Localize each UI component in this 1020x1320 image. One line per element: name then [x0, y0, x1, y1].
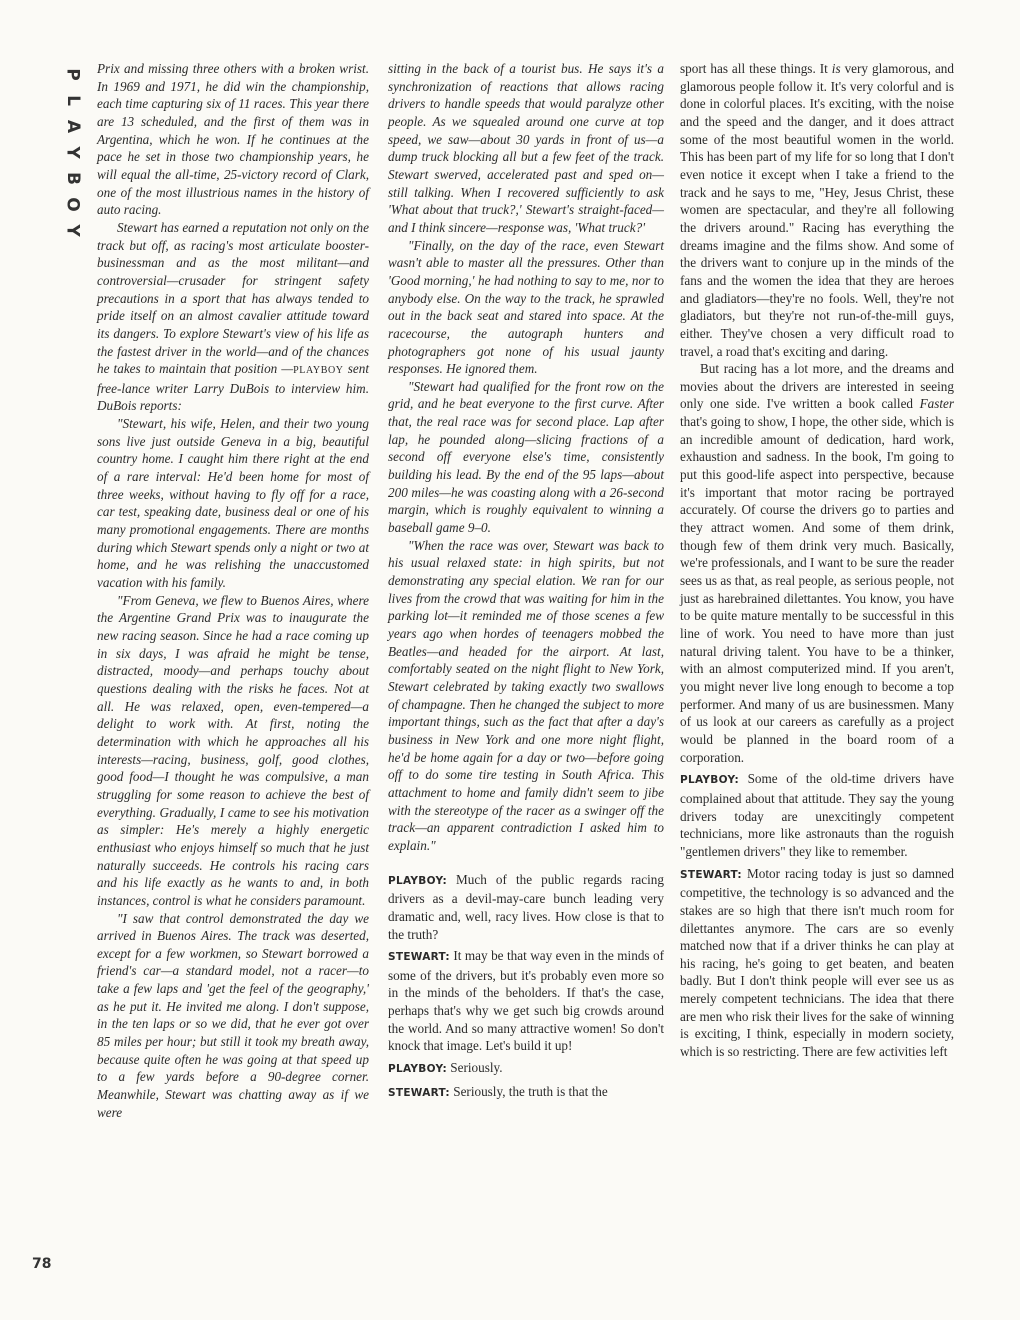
speaker-label: PLAYBOY: — [388, 1063, 447, 1076]
speaker-label: PLAYBOY: — [388, 874, 447, 887]
sidebar-letter: L — [63, 95, 83, 107]
sidebar-letter: A — [62, 119, 83, 135]
question-text: Some of the old-time drivers have complained about that attitude. They say the young drivers today are unexcitingly competent technicians, more like astronauts than the roguish "gentlemen drivers" they like to remember. — [680, 771, 954, 859]
paragraph: Prix and missing three others with a broken wrist. In 1969 and 1971, he did win the championship, each time capturing six of 11 races. This year there are 13 scheduled, and the first of them was in Argentina, which he won. If he continues at the pace he set in those two championship years, he will equal the all-time, 25-victory record of Clark, one of the most illustrious names in the history of auto racing. — [97, 61, 369, 218]
article-column-3 — [680, 60, 954, 1061]
magazine-sidebar-logo — [60, 62, 83, 244]
paragraph — [680, 60, 954, 360]
page-number: 78 — [32, 1256, 52, 1272]
paragraph: sitting in the back of a tourist bus. He says it's a synchronization of reactions that allows racing drivers to handle speeds that would paralyze other people. As we squealed around one curve at top speed, we saw—about 30 yards in front of us—a dump truck blocking all but a few feet of the track. Stewart swerved, accelerated past and sped on—still talking. When I recovered sufficiently to ask 'What about that truck?,' Stewart's straight-faced—and I think sincere—response was, 'What truck?' — [388, 61, 664, 235]
paragraph-text: Stewart has earned a reputation not only on the track but off, as racing's most articulate booster-businessman and as the most militant—and controversial—crusader for stringent safety precautions in a sport that has always tended to pride itself on an almost cavalier attitude toward its dangers. To explore Stewart's view of his life as the fastest driver in the world—and of the chances he takes to maintain that position — — [97, 219, 369, 377]
paragraph — [97, 219, 369, 415]
answer-text: Motor racing today is just so damned competitive, the technology is so advanced and the stakes are so high that there isn't much room for dilettantes anymore. The cars are so evenly matched now that if a driver thinks he can play at his racing, he's going to get beaten, and beaten badly. But I don't think people will ever see us as merely competent technicians. The idea that there are men who risk their lives for the sake of winning is exciting, I think, especially in modern society, which is so restricting. There are few activities left — [680, 865, 954, 1060]
sidebar-letter: P — [63, 68, 83, 82]
intro-continued — [388, 60, 664, 855]
paragraph: "Stewart had qualified for the front row on the grid, and he beat everyone to the first curve. After that, the real race was for second place. Lap after lap, he pounded along—slicing fractions of a second off everyone else's time, consistently building his lead. By the end of the 95 laps—about 200 miles—he was coasting along with a 26-second margin, which is roughly equivalent to winning a baseball game 9–0. — [388, 378, 664, 536]
emphasis: is — [831, 61, 841, 76]
speaker-label: STEWART: — [680, 868, 742, 881]
sidebar-letter: B — [63, 172, 83, 186]
magazine-name: PLAYBOY — [293, 365, 344, 377]
interview-question — [680, 770, 954, 860]
paragraph — [680, 360, 954, 766]
paragraph-text: But racing has a lot more, and the dreams and movies about the drivers are interested in seeing only one side. I've written a book called — [680, 361, 954, 412]
interview-question — [388, 1059, 664, 1079]
sidebar-letter: O — [62, 197, 83, 213]
answer-text: It may be that way even in the minds of some of the drivers, but it's probably even more so in the minds of the beholders. If that's the case, perhaps that's why we get such big crowds around the world. And so many attractive women! So don't knock that image. Let's build it up! — [388, 948, 664, 1054]
article-column-2 — [388, 60, 664, 1102]
paragraph: "When the race was over, Stewart was back to his usual relaxed state: in high spirits, but not demonstrating any special elation. We ran for our lives from the crowd that was waiting for him in the parking lot—it reminded me of those scenes a few years ago when hordes of teenagers mobbed the Beatles—and headed for the airport. At last, comfortably seated on the night flight to New York, Stewart celebrated by taking exactly two swallows of champagne. Then he changed the subject to more important things, such as the fact that after a day's business in New York and one more night flight, he'd be home again for a day or two—before going off to do some tire testing in South Africa. This attachment to home and family didn't seem to jibe with the stereotype of the racer as a swinger off the track—an apparent contradiction I asked him to explain." — [388, 537, 664, 853]
interview-answer — [388, 1083, 664, 1103]
sidebar-letter: Y — [63, 146, 83, 160]
paragraph-text: very glamorous, and glamorous people follow it. It's very colorful and is done in colorful places. It's exciting, with the noise and the speed and the danger, and it does attract some of the most beautiful women in the world. This has been part of my life for so long that I don't even notice it except when I take a friend to the track and he says to me, "Hey, Jesus Christ, these women are spectacular, and they're all following the drivers around." Racing has everything the dreams imagine and the films show. And some of the drivers want to conjure up in the minds of the fans and the women the idea that they are heroes and gladiators—they're no fools. Well, they're not gladiators, but they're not run-of-the-mill guys, either. They've chosen a very difficult road to travel, a road that's exciting and daring. — [680, 61, 954, 359]
interview-answer — [680, 865, 954, 1061]
paragraph: "Stewart, his wife, Helen, and their two young sons live just outside Geneva in a big, beautiful country home. I caught him there right at the end of a rare interval: He'd been home for most of three weeks, without having to fly off for a race, car test, speaking date, business deal or one of his many promotional engagements. There are months during which Stewart spends only a night or two at home, and he was relishing the unaccustomed vacation with his family. — [97, 416, 369, 591]
sidebar-letter: Y — [63, 224, 83, 238]
interview-answer — [388, 947, 664, 1055]
book-title: Faster — [919, 396, 954, 412]
paragraph: "From Geneva, we flew to Buenos Aires, where the Argentine Grand Prix was to inaugurate the new racing season. Since he had a race coming up in six days, I was afraid he might be tense, distracted, moody—and perhaps touchy about questions dealing with the risks he faces. Not at all. He was relaxed, open, even-tempered—a delight to work with. At first, noting the determination with which he approaches all his interests—racing, business, golf, good clothes, good food—I thought he was compulsive, a man struggling for some reason to achieve the best of everything. Gradually, I came to see his motivation as simpler: He's merely a highly energetic enthusiast who enjoys himself so much that he just naturally succeeds. He controls his racing cars and his life exactly as he wants to and, in both instances, control is what he considers paramount. — [97, 592, 369, 908]
question-text: Much of the public regards racing drivers as a devil-may-care bunch leading very dramatic and, well, racy lives. How close is that to the truth? — [388, 871, 664, 942]
article-column-1 — [97, 60, 369, 1121]
paragraph-text: sent free-lance writer Larry DuBois to interview him. DuBois reports: — [97, 361, 369, 414]
question-text: Seriously. — [446, 1060, 503, 1076]
paragraph: "Finally, on the day of the race, even Stewart wasn't able to master all the pressures. Other than 'Good morning,' he had nothing to say to me, nor to anybody else. On the way to the track, he sprawled out in the back seat and stared into space. At the racecourse, the autograph hunters and photographers got none of his usual jaunty responses. He ignored them. — [388, 237, 664, 377]
answer-text: Seriously, the truth is that the — [449, 1083, 608, 1099]
paragraph-text: sport has all these things. It — [680, 61, 832, 76]
speaker-label: PLAYBOY: — [680, 774, 739, 787]
paragraph-text: that's going to show, I hope, the other side, which is an incredible amount of dedication, hard work, exhaustion and sadness. In the book, I'm going to put this good-life aspect into perspective, because it's important that motor racing be portrayed accurately. Of course the drivers go to parties and they attract women. And some of them drink, though few of them drink very much. Basically, we're professionals, and I want to be sure the reader sees us as that, as real people, as serious people, not just as harebrained dilettantes. You know, you have to be quite mature mentally to be successful in this line of work. You need to have more than just natural driving talent. You have to be a thinker, with an almost computerized mind. If you aren't, you might never live long enough to become a top performer. And many of us are businessmen. Many of us look at our careers as carefully as a project would be planned in the board room of a corporation. — [680, 414, 954, 765]
paragraph: "I saw that control demonstrated the day we arrived in Buenos Aires. The track was deserted, except for a few workmen, so Stewart borrowed a friend's car—a standard model, not a racer—to take a few laps and 'get the feel of the geography,' as he put it. He invited me along. I don't suppose, in the ten laps or so we did, that he ever got over 85 miles per hour; but still it took my breath away, because quite often he was going at that speed up to a few yards before a 90-degree corner. Meanwhile, Stewart was chatting away as if we were — [97, 910, 369, 1120]
speaker-label: STEWART: — [388, 951, 450, 964]
speaker-label: STEWART: — [388, 1086, 450, 1099]
section-gap — [388, 855, 664, 867]
interview-question — [388, 871, 664, 944]
